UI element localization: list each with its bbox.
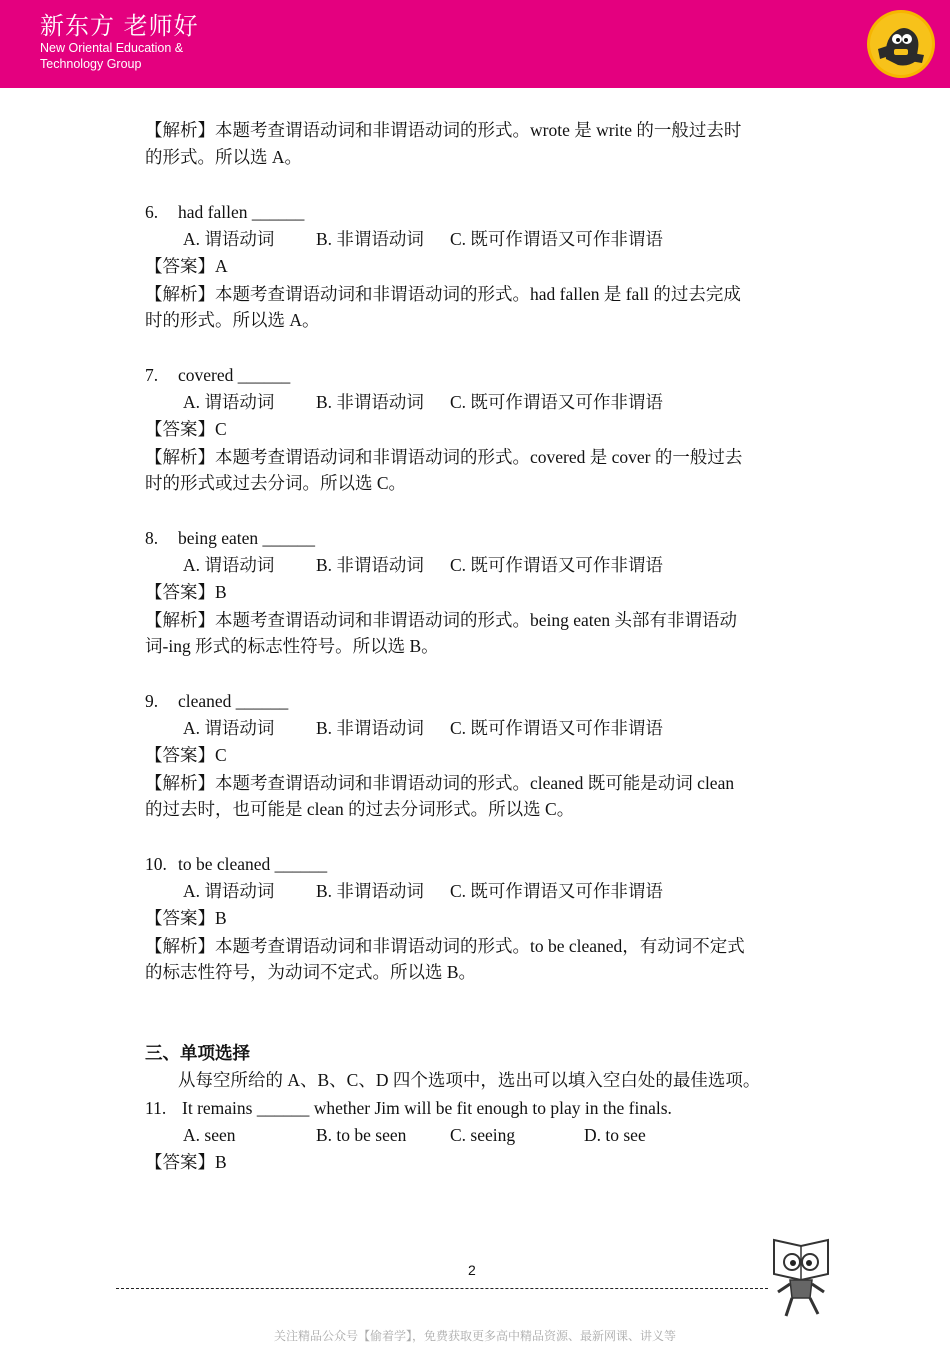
q9-number: 9. — [145, 691, 159, 711]
q7-explanation-line2: 时的形式或过去分词。所以选 C。 — [145, 473, 407, 493]
reading-mascot-icon — [768, 1232, 834, 1320]
q9-option-c: C. 既可作谓语又可作非谓语 — [450, 718, 663, 738]
q8-question — [145, 527, 315, 549]
page-header — [0, 0, 950, 88]
q9-question — [145, 690, 288, 712]
q6-explanation-line2: 时的形式。所以选 A。 — [145, 310, 320, 330]
q8-option-a: A. 谓语动词 — [183, 555, 275, 575]
q6-text: had fallen ______ — [178, 202, 305, 222]
q11-option-b: B. to be seen — [316, 1125, 407, 1145]
q9-answer: 【答案】C — [145, 745, 227, 765]
q11-option-c: C. seeing — [450, 1125, 516, 1145]
q6-number: 6. — [145, 202, 159, 222]
q11-option-a: A. seen — [183, 1125, 236, 1145]
q6-option-a: A. 谓语动词 — [183, 229, 275, 249]
brand-name-cn: 新东方 老师好 — [40, 12, 199, 40]
page-number: 2 — [468, 1262, 476, 1278]
q7-option-b: B. 非谓语动词 — [316, 392, 424, 412]
q7-question — [145, 364, 290, 386]
footer-divider — [116, 1288, 768, 1289]
q9-option-b: B. 非谓语动词 — [316, 718, 424, 738]
brand-en-line1: New Oriental Education & — [40, 41, 184, 55]
q9-text: cleaned ______ — [178, 691, 289, 711]
q8-number: 8. — [145, 528, 159, 548]
q8-explanation-line2: 词-ing 形式的标志性符号。所以选 B。 — [145, 636, 439, 656]
q11-text: It remains ______ whether Jim will be fit enough to play in the finals. — [182, 1098, 672, 1118]
q10-answer: 【答案】B — [145, 908, 227, 928]
q10-option-c: C. 既可作谓语又可作非谓语 — [450, 881, 663, 901]
q11-option-d: D. to see — [584, 1125, 646, 1145]
q6-explanation-line1: 【解析】本题考查谓语动词和非谓语动词的形式。had fallen 是 fall 的过去完成 — [145, 284, 741, 304]
q10-explanation-line1: 【解析】本题考查谓语动词和非谓语动词的形式。to be cleaned，有动词不定式 — [145, 936, 745, 956]
q7-explanation-line1: 【解析】本题考查谓语动词和非谓语动词的形式。covered 是 cover 的一般过去 — [145, 447, 743, 467]
brand-en-line2: Technology Group — [40, 57, 142, 71]
q8-option-c: C. 既可作谓语又可作非谓语 — [450, 555, 663, 575]
q10-question — [145, 853, 327, 875]
q11-answer: 【答案】B — [145, 1152, 227, 1172]
q7-answer: 【答案】C — [145, 419, 227, 439]
q6-question — [145, 201, 304, 223]
q7-option-a: A. 谓语动词 — [183, 392, 275, 412]
q9-explanation-line1: 【解析】本题考查谓语动词和非谓语动词的形式。cleaned 既可能是动词 clean — [145, 773, 735, 793]
q11-question — [145, 1097, 672, 1119]
q10-option-b: B. 非谓语动词 — [316, 881, 424, 901]
footer-promo: 关注精品公众号【偷着学】，免费获取更多高中精品资源、最新网课、讲义等 — [273, 1329, 676, 1343]
mascot-logo-icon — [866, 9, 936, 79]
q6-answer: 【答案】A — [145, 256, 228, 276]
q8-text: being eaten ______ — [178, 528, 316, 548]
q8-explanation-line1: 【解析】本题考查谓语动词和非谓语动词的形式。being eaten 头部有非谓语动 — [145, 610, 738, 630]
q9-explanation-line2: 的过去时，也可能是 clean 的过去分词形式。所以选 C。 — [145, 799, 575, 819]
q7-option-c: C. 既可作谓语又可作非谓语 — [450, 392, 663, 412]
q10-text: to be cleaned ______ — [178, 854, 328, 874]
brand-name-en — [40, 40, 183, 72]
q8-option-b: B. 非谓语动词 — [316, 555, 424, 575]
q5-explanation-line1: 【解析】本题考查谓语动词和非谓语动词的形式。wrote 是 write 的一般过去时 — [145, 120, 742, 140]
q7-number: 7. — [145, 365, 159, 385]
q6-option-c: C. 既可作谓语又可作非谓语 — [450, 229, 663, 249]
section3-instruction: 从每空所给的 A、B、C、D 四个选项中，选出可以填入空白处的最佳选项。 — [178, 1070, 761, 1090]
q8-answer: 【答案】B — [145, 582, 227, 602]
q5-explanation-line2: 的形式。所以选 A。 — [145, 147, 303, 167]
section3-title: 三、单项选择 — [145, 1043, 250, 1063]
q9-option-a: A. 谓语动词 — [183, 718, 275, 738]
q10-option-a: A. 谓语动词 — [183, 881, 275, 901]
q7-text: covered ______ — [178, 365, 291, 385]
q11-number: 11. — [145, 1098, 167, 1118]
q10-number: 10. — [145, 854, 167, 874]
q10-explanation-line2: 的标志性符号，为动词不定式。所以选 B。 — [145, 962, 477, 982]
q6-option-b: B. 非谓语动词 — [316, 229, 424, 249]
